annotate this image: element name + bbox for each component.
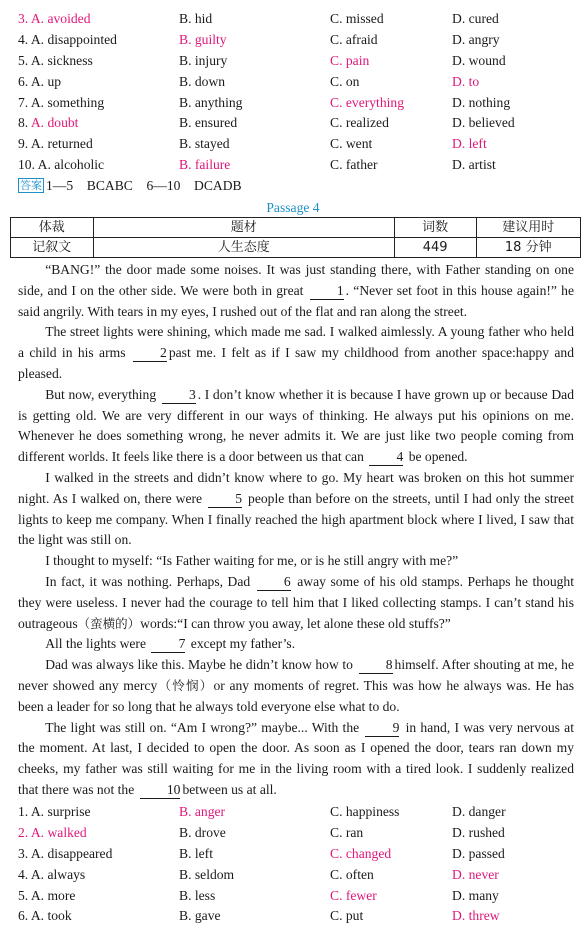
option-c: C. on: [330, 73, 360, 89]
paragraph: In fact, it was nothing. Perhaps, Dad 6 away some of his old stamps. Perhaps he thought they were useless. I never had the courage to tell him that I liked collecting stamps. I can’t stand his outrageous（蛮横的）words:“I can throw you away, let alone these old stuffs?”: [18, 573, 574, 631]
option-row: [0, 906, 586, 927]
option-c: C. missed: [330, 11, 384, 26]
paragraph: The street lights were shining, which made me sad. I walked aimlessly. A young father who held a child in his arms 2 past me. I felt as if I saw my childhood from another space:happy and pleased.: [18, 324, 575, 381]
option-c: C. often: [330, 866, 374, 882]
option-c: C. changed: [330, 845, 392, 861]
option-b: B. down: [179, 73, 226, 89]
option-a: 1. A. surprise: [18, 804, 91, 819]
option-d: D. rushed: [452, 824, 505, 840]
option-row: [0, 30, 586, 51]
blank-8: 8: [359, 657, 393, 674]
option-a: 3. A. disappeared: [18, 845, 113, 861]
answer-key: [18, 176, 242, 196]
paragraph: “BANG!” the door made some noises. It was just standing there, with Father standing on one side, and I on the other side. We were both in great 1 . “Never set foot in this house again!” he said angrily. With tears in my eyes, I rushed out of the flat and ran along the street.: [18, 262, 575, 319]
option-a: 7. A. something: [18, 94, 105, 110]
option-d: D. many: [452, 887, 499, 903]
option-row: [0, 823, 586, 844]
question-options: [0, 802, 586, 927]
previous-options: [0, 9, 586, 176]
option-c: C. ran: [330, 824, 364, 840]
option-b: B. injury: [179, 52, 228, 68]
option-b: B. anger: [179, 804, 226, 819]
option-b: B. ensured: [179, 115, 238, 131]
paragraph: But now, everything 3 . I don’t know whether it is because I have grown up or because Dad is getting old. We are very different in our ways of thinking. He always put his opinions on me. Whenever he does something wrong, he never admits it. We are just like two people coming from different worlds. It feels like there is a door between us that can 4 be opened.: [18, 386, 574, 465]
option-a: 8. A. doubt: [18, 115, 79, 131]
option-a: 6. A. up: [18, 73, 62, 89]
header-time: 建议用时: [476, 218, 581, 238]
option-b: B. less: [179, 887, 216, 903]
option-c: C. happiness: [330, 804, 400, 819]
cell-time: 18 分钟: [476, 238, 581, 258]
passage-text: [18, 260, 574, 801]
option-c: C. fewer: [330, 887, 377, 903]
option-row: [0, 9, 586, 30]
paragraph: The light was still on. “Am I wrong?” maybe... With the 9 in hand, I was very nervous at the moment. At last, I decided to open the door. As soon as I opened the door, tears ran down my cheeks, my father was still waiting for me in the living room with a tired look. I suddenly realized that there was not the 10 between us at all.: [18, 719, 574, 797]
answer-text: 1—5 BCABC 6—10 DCADB: [46, 178, 242, 193]
cell-genre: 记叙文: [11, 238, 94, 258]
option-row: [0, 51, 586, 72]
option-d: D. artist: [452, 157, 496, 173]
table-header-row: [11, 218, 581, 238]
option-d: D. left: [452, 136, 487, 152]
option-d: D. believed: [452, 115, 515, 131]
option-b: B. hid: [179, 11, 213, 26]
option-b: B. left: [179, 845, 213, 861]
option-d: D. danger: [452, 804, 506, 819]
option-row: [0, 134, 586, 155]
blank-3: 3: [162, 387, 196, 404]
blank-1: 1: [310, 283, 344, 300]
option-b: B. failure: [179, 157, 231, 173]
option-a: 9. A. returned: [18, 136, 93, 152]
option-a: 5. A. more: [18, 887, 76, 903]
option-c: C. put: [330, 908, 364, 924]
option-b: B. gave: [179, 908, 221, 924]
paragraph: I walked in the streets and didn’t know where to go. My heart was broken on this hot summer night. As I walked on, there were 5 people than before on the streets, until I had only the street lights to keep me company. When I finally reached the high apartment block where I lived, I saw that the light was still on.: [18, 469, 574, 548]
cell-theme: 人生态度: [93, 238, 394, 258]
option-c: C. afraid: [330, 31, 378, 47]
option-c: C. went: [330, 136, 373, 152]
answer-tag: 答案: [20, 179, 42, 192]
blank-6: 6: [257, 574, 291, 591]
option-c: C. pain: [330, 52, 370, 68]
blank-9: 9: [365, 720, 399, 737]
blank-4: 4: [369, 449, 403, 466]
option-a: 10. A. alcoholic: [18, 157, 105, 173]
option-row: [0, 72, 586, 93]
option-d: D. cured: [452, 11, 499, 26]
option-row: [0, 844, 586, 865]
option-a: 5. A. sickness: [18, 52, 93, 68]
table-row: [11, 238, 581, 258]
option-d: D. wound: [452, 52, 506, 68]
paragraph: I thought to myself: “Is Father waiting for me, or is he still angry with me?”: [45, 553, 459, 569]
option-c: C. realized: [330, 115, 389, 131]
option-b: B. drove: [179, 824, 226, 840]
option-d: D. nothing: [452, 94, 511, 110]
option-b: B. stayed: [179, 136, 230, 152]
option-row: [0, 886, 586, 907]
option-row: [0, 802, 586, 823]
option-c: C. father: [330, 157, 378, 173]
option-b: B. anything: [179, 94, 243, 110]
option-row: [0, 93, 586, 114]
header-genre: 体裁: [11, 218, 94, 238]
cell-word-count: 449: [394, 238, 476, 258]
blank-7: 7: [151, 636, 185, 653]
paragraph: All the lights were 7 except my father’s.: [45, 636, 296, 652]
blank-2: 2: [133, 345, 167, 362]
option-a: 4. A. always: [18, 866, 86, 882]
blank-10: 10: [140, 782, 181, 799]
header-word-count: 词数: [394, 218, 476, 238]
option-b: B. seldom: [179, 866, 235, 882]
info-table: [10, 217, 581, 258]
option-c: C. everything: [330, 94, 404, 110]
option-d: D. angry: [452, 31, 500, 47]
option-b: B. guilty: [179, 31, 227, 47]
option-d: D. never: [452, 866, 499, 882]
option-d: D. passed: [452, 845, 505, 861]
option-d: D. to: [452, 73, 480, 89]
option-row: [0, 865, 586, 886]
option-a: 3. A. avoided: [18, 11, 91, 26]
blank-5: 5: [208, 491, 242, 508]
header-theme: 题材: [93, 218, 394, 238]
option-row: [0, 155, 586, 176]
paragraph: Dad was always like this. Maybe he didn’t know how to 8 himself. After shouting at me, he never showed any mercy（怜悯）or any moments of regret. This was how he always was. He has been a leader for so long that he always told everyone else what to do.: [18, 657, 574, 714]
option-row: [0, 113, 586, 134]
passage-title: Passage 4: [266, 200, 320, 215]
option-a: 6. A. took: [18, 908, 72, 924]
option-a: 2. A. walked: [18, 824, 87, 840]
option-d: D. threw: [452, 908, 500, 924]
option-a: 4. A. disappointed: [18, 31, 117, 47]
